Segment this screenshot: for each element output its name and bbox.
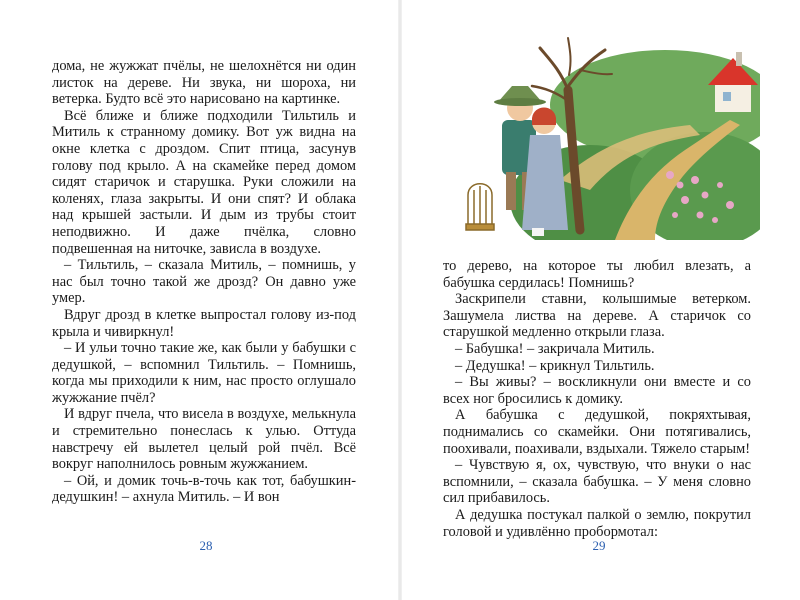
page-number: 29	[592, 538, 606, 553]
left-text-block	[52, 58, 356, 506]
paragraph: Вдруг дрозд в клетке выпростал голову из-под крыла и чивиркнул!	[52, 306, 356, 340]
paragraph: А дедушка постукал палкой о землю, покрутил головой и удивлённо пробормотал:	[443, 506, 751, 540]
paragraph: то дерево, на которое ты любил влезать, а бабушка сердилась! Помнишь?	[443, 258, 751, 291]
paragraph: – Бабушка! – закричала Митиль.	[455, 340, 655, 357]
illustration-children-tree-house	[440, 30, 760, 240]
paragraph: – И ульи точно такие же, как были у бабушки с дедушкой, – вспомнил Тильтиль. – Помнишь, когда мы приходили к ним, нас просто оглушало жужжание пчёл?	[52, 340, 356, 406]
paragraph: дома, не жужжат пчёлы, не шелохнётся ни один листок на дереве. Ни звука, ни шороха, ни ветерка. Будто всё это нарисовано на картинке.	[52, 58, 356, 108]
paragraph: – Вы живы? – воскликнули они вместе и со всех ног бросились к домику.	[443, 374, 751, 407]
paragraph: Всё ближе и ближе подходили Тильтиль и Митиль к странному домику. Вот уж видна на окне клетка с дроздом. Спит птица, засунув голову под крыло. А на скамейке перед домом сидят старичок и старушка. Руки сложили на коленях, глаза закрыты. И они спят? И облака над крышей застыли. И дым из трубы стоит неподвижно. И даже пчёлка, словно подвешенная на ниточке, зависла в воздухе.	[52, 107, 356, 257]
right-page	[400, 0, 800, 600]
paragraph: Заскрипели ставни, колышимые ветерком. Зашумела листва на дереве. А старичок со старушкой медленно открыли глаза.	[443, 291, 751, 341]
paragraph: – Чувствую я, ох, чувствую, что внуки о нас вспомнили, – сказала бабушка. – У меня словно сил прибавилось.	[443, 457, 751, 507]
birdcage-icon	[466, 184, 494, 230]
paragraph: И вдруг пчела, что висела в воздухе, мелькнула и стремительно понеслась к улью. Оттуда навстречу ей вылетел целый рой пчёл. Всё вокруг наполнилось ровным жужжанием.	[52, 406, 356, 473]
paragraph: А бабушка с дедушкой, покряхтывая, поднимались со скамейки. Они потягивались, поохивали, поахивали, вздыхали. Тяжело старым!	[443, 407, 751, 457]
right-text-block	[443, 258, 751, 540]
page-number: 28	[199, 538, 213, 553]
paragraph: – Дедушка! – крикнул Тильтиль.	[455, 357, 655, 374]
paragraph: – Тильтиль, – сказала Митиль, – помнишь, у нас был точно такой же дрозд? Он давно уже умер.	[52, 257, 356, 307]
paragraph: – Ой, и домик точь-в-точь как тот, бабушкин-дедушкин! – ахнула Митиль. – И вон	[52, 472, 356, 506]
